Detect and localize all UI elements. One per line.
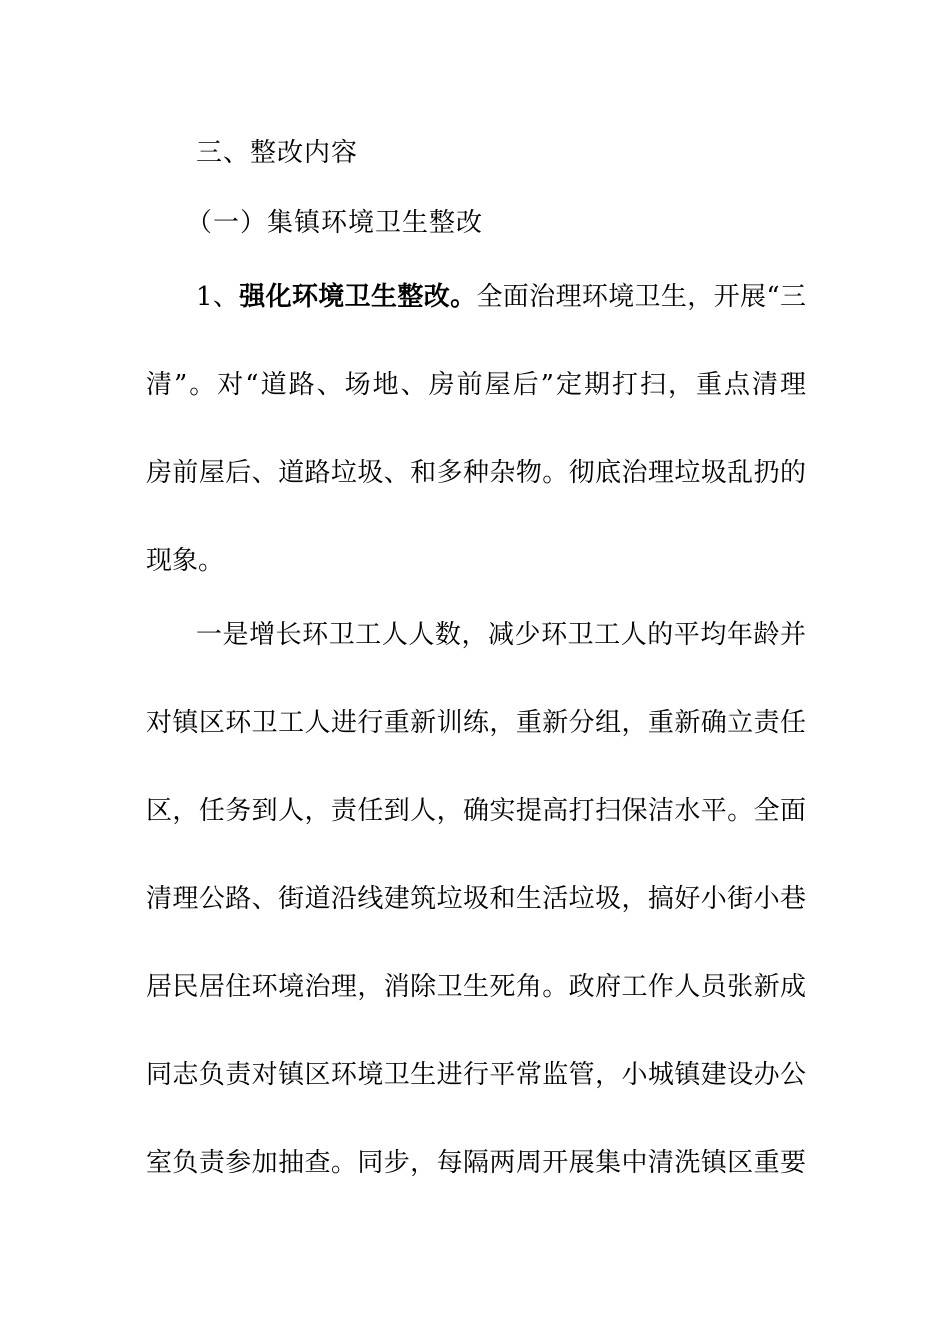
subsection-heading: （一）集镇环境卫生整改 <box>186 208 484 238</box>
paragraph2-line-2: 区，任务到人，责任到人，确实提高打扫保洁水平。全面 <box>146 796 806 826</box>
item1-number: 1、 <box>196 282 240 312</box>
paragraph2-line-4: 居民居住环境治理，消除卫生死角。政府工作人员张新成 <box>146 972 806 1002</box>
paragraph2-line-0: 一是增长环卫工人人数，减少环卫工人的平均年龄并 <box>196 620 806 650</box>
item1-line-2: 房前屋后、道路垃圾、和多种杂物。彻底治理垃圾乱扔的 <box>146 458 806 488</box>
item1-line-3: 现象。 <box>146 546 225 576</box>
item1-bold-title: 强化环境卫生整改。 <box>239 282 477 312</box>
item1-first-line <box>196 276 806 313</box>
item1-line-0: 全面治理环境卫生，开展“三 <box>476 282 806 312</box>
paragraph2-line-6: 室负责参加抽查。同步，每隔两周开展集中清洗镇区重要 <box>146 1148 806 1178</box>
item1-line-1: 清”。对“道路、场地、房前屋后”定期打扫，重点清理 <box>146 370 806 400</box>
paragraph2-line-3: 清理公路、街道沿线建筑垃圾和生活垃圾，搞好小街小巷 <box>146 884 806 914</box>
section-heading: 三、整改内容 <box>196 138 359 168</box>
paragraph2-line-1: 对镇区环卫工人进行重新训练，重新分组，重新确立责任 <box>146 708 806 738</box>
paragraph2-line-5: 同志负责对镇区环境卫生进行平常监管，小城镇建设办公 <box>146 1060 806 1090</box>
